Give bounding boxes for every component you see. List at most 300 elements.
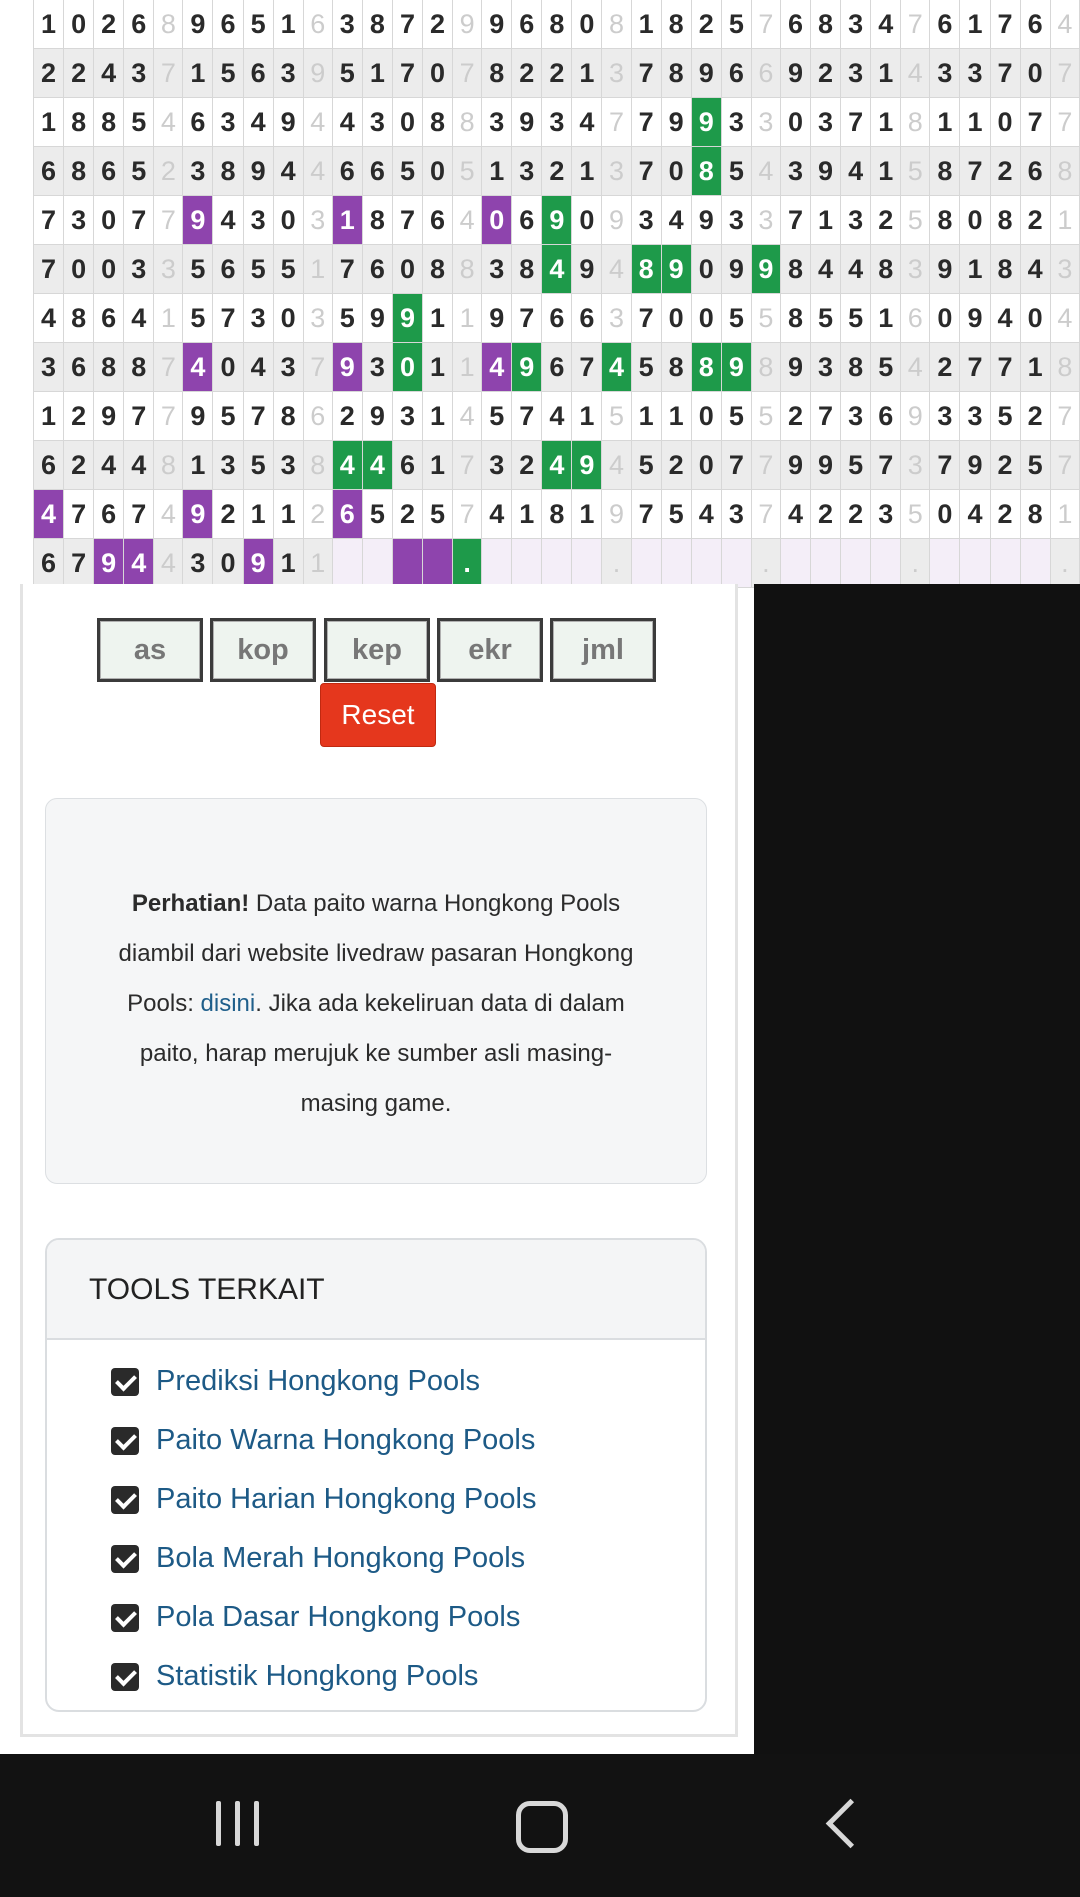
paito-cell[interactable]: 9 — [691, 49, 721, 98]
paito-separator-cell[interactable]: 4 — [751, 147, 780, 196]
paito-cell[interactable]: 9 — [811, 147, 841, 196]
paito-cell[interactable]: 4 — [332, 441, 362, 490]
paito-separator-cell[interactable]: 6 — [751, 49, 780, 98]
paito-separator-cell[interactable]: 4 — [154, 539, 183, 588]
paito-separator-cell[interactable]: . — [1050, 539, 1079, 588]
paito-cell[interactable] — [930, 539, 960, 588]
paito-cell[interactable]: 6 — [392, 441, 422, 490]
paito-separator-cell[interactable]: 6 — [303, 0, 332, 49]
paito-cell[interactable]: 3 — [243, 196, 273, 245]
paito-cell[interactable]: 4 — [243, 98, 273, 147]
paito-cell[interactable]: 0 — [64, 245, 94, 294]
paito-cell[interactable]: 1 — [273, 490, 303, 539]
paito-cell[interactable]: 0 — [661, 294, 691, 343]
paito-cell[interactable]: 9 — [512, 98, 542, 147]
paito-cell[interactable]: 4 — [124, 441, 154, 490]
paito-cell[interactable]: 2 — [691, 0, 721, 49]
paito-cell[interactable]: 8 — [542, 490, 572, 539]
paito-cell[interactable]: 2 — [423, 0, 453, 49]
paito-cell[interactable]: 1 — [183, 49, 213, 98]
paito-cell[interactable]: 1 — [572, 392, 602, 441]
paito-cell[interactable]: 7 — [392, 49, 422, 98]
paito-cell[interactable]: 0 — [94, 196, 124, 245]
paito-cell[interactable]: 8 — [661, 49, 691, 98]
paito-separator-cell[interactable]: 6 — [901, 294, 930, 343]
paito-separator-cell[interactable]: 5 — [453, 147, 482, 196]
paito-separator-cell[interactable]: 1 — [453, 294, 482, 343]
recents-icon[interactable] — [178, 1754, 298, 1897]
paito-cell[interactable]: 1 — [960, 245, 990, 294]
paito-cell[interactable]: 6 — [124, 0, 154, 49]
paito-cell[interactable]: 4 — [183, 343, 213, 392]
paito-separator-cell[interactable]: 5 — [751, 294, 780, 343]
paito-cell[interactable]: 1 — [34, 98, 64, 147]
paito-separator-cell[interactable]: 5 — [901, 147, 930, 196]
paito-cell[interactable]: 5 — [871, 343, 901, 392]
paito-cell[interactable]: 8 — [871, 245, 901, 294]
paito-cell[interactable]: 6 — [542, 294, 572, 343]
tool-link[interactable]: Bola Merah Hongkong Pools — [156, 1542, 526, 1574]
paito-cell[interactable]: 8 — [661, 0, 691, 49]
paito-cell[interactable]: 4 — [1020, 245, 1050, 294]
paito-separator-cell[interactable]: 8 — [154, 441, 183, 490]
paito-cell[interactable]: 7 — [213, 294, 243, 343]
paito-cell[interactable]: 9 — [332, 343, 362, 392]
paito-cell[interactable]: 9 — [811, 441, 841, 490]
paito-cell[interactable]: 1 — [871, 147, 901, 196]
paito-cell[interactable]: 9 — [661, 245, 691, 294]
paito-cell[interactable]: 2 — [811, 490, 841, 539]
paito-cell[interactable]: 0 — [392, 245, 422, 294]
paito-cell[interactable]: 2 — [512, 441, 542, 490]
paito-cell[interactable]: 3 — [213, 441, 243, 490]
paito-cell[interactable]: 7 — [721, 441, 751, 490]
paito-cell[interactable]: 3 — [34, 343, 64, 392]
paito-cell[interactable]: 3 — [482, 98, 512, 147]
paito-cell[interactable]: 8 — [930, 147, 960, 196]
paito-cell[interactable]: 6 — [721, 49, 751, 98]
paito-cell[interactable]: 6 — [332, 490, 362, 539]
paito-cell[interactable]: 9 — [721, 343, 751, 392]
reset-button[interactable]: Reset — [320, 683, 436, 747]
paito-cell[interactable]: 3 — [631, 196, 661, 245]
paito-cell[interactable]: 4 — [124, 294, 154, 343]
home-icon[interactable] — [480, 1754, 600, 1897]
paito-cell[interactable]: 6 — [512, 196, 542, 245]
tool-link[interactable]: Pola Dasar Hongkong Pools — [156, 1601, 521, 1633]
paito-cell[interactable]: 1 — [960, 98, 990, 147]
paito-cell[interactable]: 3 — [213, 98, 243, 147]
paito-cell[interactable] — [1020, 539, 1050, 588]
paito-cell[interactable]: 9 — [572, 245, 602, 294]
paito-separator-cell[interactable]: . — [751, 539, 780, 588]
paito-cell[interactable]: 2 — [1020, 392, 1050, 441]
paito-cell[interactable]: 0 — [572, 0, 602, 49]
paito-cell[interactable]: 0 — [691, 294, 721, 343]
paito-separator-cell[interactable]: . — [901, 539, 930, 588]
paito-cell[interactable]: 4 — [332, 98, 362, 147]
paito-cell[interactable]: 1 — [243, 490, 273, 539]
paito-cell[interactable]: 1 — [273, 0, 303, 49]
paito-cell[interactable]: 9 — [661, 98, 691, 147]
paito-cell[interactable]: 6 — [871, 392, 901, 441]
paito-cell[interactable]: 7 — [960, 343, 990, 392]
paito-cell[interactable]: 4 — [124, 539, 154, 588]
paito-cell[interactable]: 3 — [332, 0, 362, 49]
paito-cell[interactable]: 2 — [64, 441, 94, 490]
paito-cell[interactable]: 8 — [990, 245, 1020, 294]
paito-cell[interactable]: 9 — [482, 0, 512, 49]
paito-cell[interactable]: 3 — [871, 490, 901, 539]
tool-item[interactable] — [111, 1529, 705, 1588]
paito-cell[interactable]: 9 — [780, 343, 810, 392]
paito-cell[interactable]: 7 — [34, 196, 64, 245]
paito-cell[interactable] — [542, 539, 572, 588]
paito-cell[interactable]: 3 — [392, 392, 422, 441]
paito-cell[interactable]: 6 — [213, 245, 243, 294]
paito-cell[interactable]: 3 — [482, 245, 512, 294]
paito-cell[interactable]: 4 — [572, 98, 602, 147]
paito-cell[interactable]: 5 — [841, 441, 871, 490]
paito-cell[interactable]: 3 — [124, 49, 154, 98]
paito-cell[interactable]: 9 — [392, 294, 422, 343]
paito-cell[interactable]: 4 — [780, 490, 810, 539]
paito-cell[interactable]: 5 — [392, 147, 422, 196]
paito-cell[interactable]: 3 — [273, 49, 303, 98]
paito-separator-cell[interactable]: 1 — [453, 343, 482, 392]
kop-button[interactable]: kop — [210, 618, 316, 682]
paito-cell[interactable]: 1 — [572, 49, 602, 98]
paito-cell[interactable]: 3 — [362, 98, 392, 147]
paito-separator-cell[interactable]: 1 — [154, 294, 183, 343]
paito-cell[interactable]: 0 — [64, 0, 94, 49]
paito-separator-cell[interactable]: 5 — [751, 392, 780, 441]
paito-cell[interactable]: 4 — [362, 441, 392, 490]
paito-cell[interactable]: 4 — [542, 392, 572, 441]
paito-cell[interactable]: 8 — [94, 98, 124, 147]
paito-cell[interactable]: 6 — [542, 343, 572, 392]
paito-separator-cell[interactable]: 3 — [303, 294, 332, 343]
paito-separator-cell[interactable]: 7 — [1050, 49, 1079, 98]
paito-cell[interactable]: 8 — [691, 147, 721, 196]
paito-cell[interactable]: 3 — [64, 196, 94, 245]
source-link[interactable]: disini — [200, 990, 256, 1017]
paito-separator-cell[interactable]: 1 — [1050, 196, 1079, 245]
paito-cell[interactable]: 5 — [721, 392, 751, 441]
paito-cell[interactable]: 8 — [64, 98, 94, 147]
paito-cell[interactable]: 4 — [960, 490, 990, 539]
paito-cell[interactable]: 9 — [482, 294, 512, 343]
paito-cell[interactable]: 2 — [392, 490, 422, 539]
paito-cell[interactable]: 1 — [871, 49, 901, 98]
paito-cell[interactable]: 3 — [841, 392, 871, 441]
paito-cell[interactable]: 5 — [841, 294, 871, 343]
paito-cell[interactable]: 0 — [1020, 294, 1050, 343]
paito-cell[interactable]: 3 — [780, 147, 810, 196]
paito-cell[interactable]: 6 — [332, 147, 362, 196]
paito-cell[interactable]: 2 — [64, 392, 94, 441]
paito-cell[interactable]: 7 — [960, 147, 990, 196]
paito-cell[interactable]: 8 — [64, 147, 94, 196]
paito-separator-cell[interactable]: 7 — [751, 490, 780, 539]
paito-cell[interactable]: 5 — [990, 392, 1020, 441]
paito-cell[interactable] — [661, 539, 691, 588]
paito-cell[interactable]: 2 — [841, 490, 871, 539]
paito-cell[interactable]: 4 — [482, 490, 512, 539]
paito-cell[interactable]: 3 — [841, 0, 871, 49]
paito-separator-cell[interactable]: 7 — [154, 392, 183, 441]
paito-cell[interactable]: 9 — [183, 392, 213, 441]
paito-separator-cell[interactable]: 4 — [303, 98, 332, 147]
paito-separator-cell[interactable]: 4 — [1050, 294, 1079, 343]
paito-cell[interactable]: 2 — [332, 392, 362, 441]
paito-cell[interactable]: 8 — [362, 196, 392, 245]
paito-cell[interactable]: 6 — [94, 294, 124, 343]
paito-separator-cell[interactable]: 9 — [602, 196, 631, 245]
paito-cell[interactable]: 2 — [542, 147, 572, 196]
paito-cell[interactable]: 9 — [94, 392, 124, 441]
paito-cell[interactable]: 5 — [482, 392, 512, 441]
paito-cell[interactable]: 9 — [721, 245, 751, 294]
paito-separator-cell[interactable]: 7 — [303, 343, 332, 392]
paito-cell[interactable]: 7 — [124, 196, 154, 245]
paito-cell[interactable]: 1 — [631, 392, 661, 441]
tool-item[interactable] — [111, 1647, 705, 1706]
paito-cell[interactable]: 9 — [691, 98, 721, 147]
paito-cell[interactable]: 0 — [1020, 49, 1050, 98]
paito-cell[interactable]: 7 — [631, 490, 661, 539]
paito-cell[interactable]: 4 — [841, 245, 871, 294]
tool-link[interactable]: Statistik Hongkong Pools — [156, 1660, 479, 1692]
paito-cell[interactable]: 5 — [332, 294, 362, 343]
paito-cell[interactable]: 5 — [124, 98, 154, 147]
paito-cell[interactable]: 4 — [602, 343, 631, 392]
paito-cell[interactable]: 4 — [94, 441, 124, 490]
paito-cell[interactable]: 1 — [930, 98, 960, 147]
paito-separator-cell[interactable]: 9 — [602, 490, 631, 539]
paito-separator-cell[interactable]: . — [602, 539, 631, 588]
paito-cell[interactable]: 1 — [362, 49, 392, 98]
paito-cell[interactable]: 5 — [423, 490, 453, 539]
paito-cell[interactable]: 5 — [183, 294, 213, 343]
paito-cell[interactable]: 8 — [542, 0, 572, 49]
paito-cell[interactable]: 7 — [332, 245, 362, 294]
paito-cell[interactable]: 3 — [960, 392, 990, 441]
paito-separator-cell[interactable]: 8 — [303, 441, 332, 490]
paito-cell[interactable]: 3 — [721, 490, 751, 539]
paito-cell[interactable]: 7 — [871, 441, 901, 490]
paito-cell[interactable]: 1 — [572, 490, 602, 539]
paito-cell[interactable]: 8 — [124, 343, 154, 392]
paito-cell[interactable]: 6 — [930, 0, 960, 49]
paito-cell[interactable]: 1 — [661, 392, 691, 441]
paito-cell[interactable]: 0 — [930, 294, 960, 343]
paito-cell[interactable]: 7 — [1020, 98, 1050, 147]
paito-cell[interactable]: 9 — [780, 441, 810, 490]
paito-cell[interactable]: 1 — [482, 147, 512, 196]
paito-cell[interactable]: 6 — [780, 0, 810, 49]
paito-cell[interactable] — [423, 539, 453, 588]
paito-cell[interactable]: 4 — [34, 294, 64, 343]
paito-cell[interactable]: 6 — [64, 343, 94, 392]
paito-cell[interactable] — [332, 539, 362, 588]
paito-cell[interactable]: 7 — [631, 98, 661, 147]
paito-cell[interactable]: 6 — [183, 98, 213, 147]
paito-cell[interactable]: 2 — [64, 49, 94, 98]
paito-cell[interactable]: 4 — [871, 0, 901, 49]
paito-cell[interactable]: 3 — [930, 392, 960, 441]
paito-cell[interactable]: 1 — [871, 98, 901, 147]
paito-cell[interactable]: 2 — [213, 490, 243, 539]
paito-cell[interactable]: 9 — [751, 245, 780, 294]
paito-cell[interactable]: 6 — [362, 245, 392, 294]
paito-cell[interactable] — [841, 539, 871, 588]
paito-separator-cell[interactable]: 3 — [303, 196, 332, 245]
paito-separator-cell[interactable]: 7 — [1050, 392, 1079, 441]
paito-cell[interactable]: 6 — [213, 0, 243, 49]
paito-cell[interactable]: 7 — [631, 294, 661, 343]
paito-separator-cell[interactable]: 3 — [751, 196, 780, 245]
paito-separator-cell[interactable]: 7 — [453, 49, 482, 98]
paito-cell[interactable]: 1 — [273, 539, 303, 588]
paito-cell[interactable] — [960, 539, 990, 588]
paito-cell[interactable]: 6 — [243, 49, 273, 98]
paito-cell[interactable]: 2 — [990, 441, 1020, 490]
paito-cell[interactable]: 7 — [392, 0, 422, 49]
paito-cell[interactable]: 3 — [243, 294, 273, 343]
tool-link[interactable]: Paito Warna Hongkong Pools — [156, 1424, 536, 1456]
paito-separator-cell[interactable]: 8 — [453, 98, 482, 147]
paito-cell[interactable]: 2 — [661, 441, 691, 490]
paito-cell[interactable]: 0 — [572, 196, 602, 245]
paito-cell[interactable]: 5 — [273, 245, 303, 294]
paito-cell[interactable]: 5 — [721, 294, 751, 343]
paito-cell[interactable]: 5 — [243, 245, 273, 294]
paito-separator-cell[interactable]: 3 — [602, 49, 631, 98]
paito-cell[interactable]: 8 — [423, 98, 453, 147]
paito-cell[interactable]: 1 — [631, 0, 661, 49]
paito-cell[interactable]: 2 — [34, 49, 64, 98]
paito-cell[interactable]: 0 — [780, 98, 810, 147]
paito-cell[interactable]: 7 — [34, 245, 64, 294]
paito-cell[interactable]: 0 — [990, 98, 1020, 147]
paito-separator-cell[interactable]: 8 — [602, 0, 631, 49]
paito-cell[interactable]: 7 — [572, 343, 602, 392]
paito-cell[interactable]: 5 — [631, 441, 661, 490]
paito-cell[interactable]: 3 — [273, 441, 303, 490]
kep-button[interactable]: kep — [324, 618, 430, 682]
paito-cell[interactable]: 4 — [243, 343, 273, 392]
paito-cell[interactable]: 1 — [1020, 343, 1050, 392]
paito-cell[interactable]: 5 — [243, 0, 273, 49]
paito-cell[interactable]: 7 — [64, 490, 94, 539]
paito-cell[interactable]: 9 — [960, 441, 990, 490]
paito-cell[interactable]: 8 — [273, 392, 303, 441]
paito-cell[interactable]: 6 — [423, 196, 453, 245]
paito-cell[interactable]: 3 — [124, 245, 154, 294]
paito-cell[interactable]: 4 — [811, 245, 841, 294]
paito-cell[interactable] — [871, 539, 901, 588]
paito-cell[interactable] — [482, 539, 512, 588]
paito-cell[interactable]: 6 — [34, 539, 64, 588]
paito-separator-cell[interactable]: 7 — [1050, 98, 1079, 147]
paito-cell[interactable]: 4 — [691, 490, 721, 539]
paito-cell[interactable]: 1 — [811, 196, 841, 245]
paito-cell[interactable] — [780, 539, 810, 588]
paito-cell[interactable]: 3 — [183, 147, 213, 196]
paito-separator-cell[interactable]: 8 — [901, 98, 930, 147]
paito-cell[interactable]: 0 — [960, 196, 990, 245]
paito-separator-cell[interactable]: 8 — [1050, 147, 1079, 196]
paito-cell[interactable]: 0 — [691, 441, 721, 490]
paito-cell[interactable]: 7 — [124, 392, 154, 441]
paito-cell[interactable]: 5 — [183, 245, 213, 294]
paito-separator-cell[interactable]: 3 — [602, 147, 631, 196]
paito-cell[interactable]: 5 — [213, 49, 243, 98]
paito-cell[interactable]: 3 — [512, 147, 542, 196]
paito-separator-cell[interactable]: 5 — [901, 490, 930, 539]
paito-cell[interactable]: 9 — [691, 196, 721, 245]
paito-cell[interactable]: 8 — [1020, 490, 1050, 539]
paito-cell[interactable]: 9 — [94, 539, 124, 588]
paito-cell[interactable]: 9 — [243, 147, 273, 196]
paito-separator-cell[interactable]: 4 — [453, 392, 482, 441]
paito-cell[interactable]: 4 — [482, 343, 512, 392]
paito-separator-cell[interactable]: 3 — [901, 245, 930, 294]
paito-cell[interactable]: 5 — [243, 441, 273, 490]
paito-cell[interactable] — [392, 539, 422, 588]
paito-cell[interactable]: 8 — [780, 294, 810, 343]
paito-separator-cell[interactable]: 8 — [154, 0, 183, 49]
paito-cell[interactable]: 8 — [780, 245, 810, 294]
paito-separator-cell[interactable]: 4 — [1050, 0, 1079, 49]
paito-cell[interactable]: 1 — [423, 294, 453, 343]
paito-cell[interactable] — [811, 539, 841, 588]
paito-cell[interactable]: 1 — [34, 392, 64, 441]
paito-cell[interactable]: 6 — [94, 147, 124, 196]
paito-cell[interactable]: 7 — [512, 294, 542, 343]
paito-cell[interactable]: 3 — [721, 196, 751, 245]
paito-cell[interactable]: 2 — [811, 49, 841, 98]
paito-cell[interactable]: 0 — [482, 196, 512, 245]
paito-cell[interactable]: 2 — [990, 147, 1020, 196]
paito-separator-cell[interactable]: 8 — [1050, 343, 1079, 392]
paito-separator-cell[interactable]: 7 — [1050, 441, 1079, 490]
paito-cell[interactable]: 5 — [1020, 441, 1050, 490]
paito-cell[interactable]: 4 — [661, 196, 691, 245]
paito-cell[interactable]: 7 — [631, 49, 661, 98]
paito-cell[interactable] — [572, 539, 602, 588]
paito-cell[interactable]: 9 — [542, 196, 572, 245]
paito-separator-cell[interactable]: 4 — [303, 147, 332, 196]
paito-cell[interactable]: 0 — [392, 98, 422, 147]
paito-separator-cell[interactable]: 3 — [751, 98, 780, 147]
paito-separator-cell[interactable]: 9 — [453, 0, 482, 49]
paito-separator-cell[interactable]: 7 — [154, 196, 183, 245]
paito-separator-cell[interactable]: 4 — [453, 196, 482, 245]
paito-separator-cell[interactable]: 8 — [751, 343, 780, 392]
paito-cell[interactable]: 2 — [871, 196, 901, 245]
paito-separator-cell[interactable]: 5 — [602, 392, 631, 441]
paito-separator-cell[interactable]: 1 — [303, 539, 332, 588]
paito-separator-cell[interactable]: 5 — [901, 196, 930, 245]
paito-cell[interactable] — [990, 539, 1020, 588]
paito-cell[interactable]: 3 — [811, 343, 841, 392]
paito-cell[interactable]: 9 — [183, 0, 213, 49]
paito-separator-cell[interactable]: 1 — [1050, 490, 1079, 539]
paito-cell[interactable]: 2 — [1020, 196, 1050, 245]
paito-cell[interactable]: 0 — [392, 343, 422, 392]
